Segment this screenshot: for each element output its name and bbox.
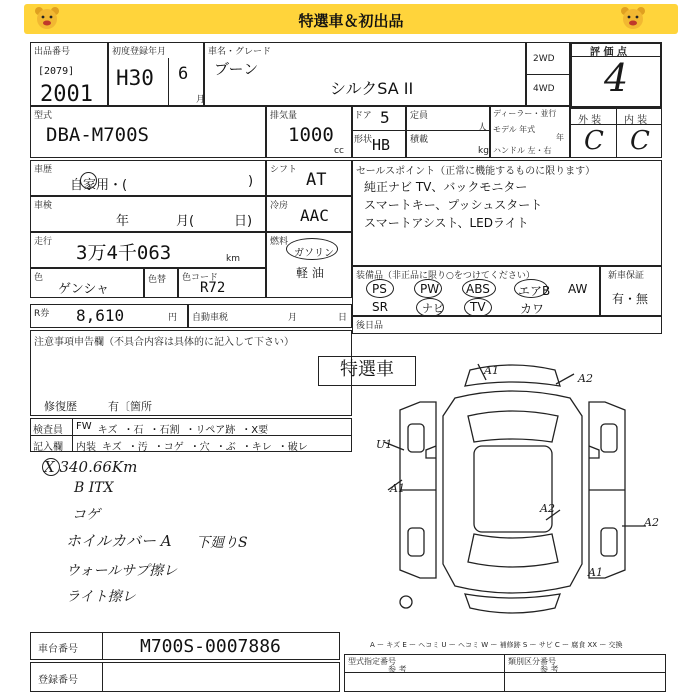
equip-pw: PW xyxy=(420,282,440,296)
damage-mark-2: A2 xyxy=(578,372,593,385)
usage-box xyxy=(30,160,266,196)
fuel-gasoline: ガソリン xyxy=(294,248,334,259)
mileage: 3万4千063 xyxy=(76,242,172,264)
shift: AT xyxy=(306,170,327,190)
interior-stain: ・ぶ xyxy=(215,442,236,453)
inspector-replace: ・X要 xyxy=(241,425,269,436)
load-label: 積載 xyxy=(410,135,429,145)
damage-mark-1: A1 xyxy=(484,364,499,377)
interior-hole: ・穴 xyxy=(189,442,210,453)
damage-mark-6: A1 xyxy=(588,566,603,579)
ac: AAC xyxy=(300,206,329,225)
equip-sr: SR xyxy=(372,300,388,314)
fuel-circle xyxy=(286,238,338,260)
chassis-number: M700S-0007886 xyxy=(140,636,281,657)
interior-row xyxy=(76,438,308,453)
note-underbody: 下廻りS xyxy=(196,535,248,551)
inspection-box xyxy=(30,196,266,232)
entry-label: 記入欄 xyxy=(33,442,63,453)
equip-abs: ABS xyxy=(466,282,490,296)
exterior-grade: C xyxy=(584,126,604,156)
equip-aw: AW xyxy=(568,282,588,296)
circle-pw xyxy=(414,279,442,298)
mileage-label: 走行 xyxy=(34,237,53,247)
damage-legend: A ー キズ E ー ヘコミ U ー ヘコミ W ー 補修跡 S ー サビ C ー 腐食 XX ー 交換 xyxy=(370,641,623,649)
inspector-fw: FW xyxy=(76,421,92,432)
model-code-label: 型式 xyxy=(34,111,53,121)
later-items-label: 後日品 xyxy=(356,321,384,331)
score-value: 4 xyxy=(604,56,629,100)
inspection-day: 日) xyxy=(234,214,253,229)
bear-mascot-icon-right xyxy=(620,6,646,30)
fuel-diesel: 軽 油 xyxy=(296,266,324,280)
damage-mark-5: A2 xyxy=(540,502,555,515)
tax-label: 自動車税 xyxy=(192,313,229,323)
lot-sub-number: [2079] xyxy=(38,66,75,77)
inspector-label: 検査員 xyxy=(33,425,63,436)
inspection-label: 車検 xyxy=(34,201,53,211)
lot-number: 2001 xyxy=(40,82,93,107)
damage-mark-4: A1 xyxy=(390,482,405,495)
displacement-unit: cc xyxy=(334,146,344,156)
color-label: 色 xyxy=(34,273,44,283)
capacity-label: 定員 xyxy=(410,111,429,121)
note-5: ウォールサプ擦レ xyxy=(66,563,178,579)
interior-scratch: キズ xyxy=(102,442,122,453)
repair-value: 有〔箇所 xyxy=(108,400,152,413)
sales-line-2: スマートキー、プッシュスタート xyxy=(364,198,543,212)
year-unit: 年 xyxy=(556,133,564,142)
exterior-label: 外 装 xyxy=(578,115,602,126)
shift-label: シフト xyxy=(270,165,298,175)
lot-number-label: 出品番号 xyxy=(34,47,71,57)
capacity-unit: 人 xyxy=(478,123,488,133)
ac-label: 冷房 xyxy=(270,201,289,211)
registration-month: 6 xyxy=(178,64,189,84)
inspection-year: 年 xyxy=(116,214,130,229)
first-registration-label: 初度登録年月 xyxy=(112,47,167,57)
usage-label: 車歴 xyxy=(34,165,53,175)
registration-label: 登録番号 xyxy=(38,675,78,686)
drive-2wd: 2WD xyxy=(533,54,555,64)
sales-line-3: スマートアシスト、LEDライト xyxy=(364,216,529,230)
tax-day: 日 xyxy=(338,313,348,323)
tax-month: 月 xyxy=(288,313,298,323)
equip-navi: ナビ xyxy=(422,302,444,315)
recycle-label: R券 xyxy=(34,309,50,319)
fuel-label: 燃料 xyxy=(270,237,289,247)
note-1: X 340.66Km xyxy=(44,458,138,476)
note-circle xyxy=(42,458,60,476)
displacement: 1000 xyxy=(288,124,334,146)
notes-label: 注意事項申告欄（不具合内容は具体的に記入して下さい） xyxy=(34,337,294,348)
sales-point-label: セールスポイント（正常に機能するものに限ります） xyxy=(356,166,596,177)
class-sub: 参 考 xyxy=(540,665,559,674)
equip-airbag: エアB xyxy=(518,284,551,298)
note-3: コゲ xyxy=(72,507,100,523)
circle-navi xyxy=(416,298,444,317)
body-type: HB xyxy=(372,136,391,154)
interior-label-cell: 内装 xyxy=(76,442,96,453)
model-year-label: モデル 年式 xyxy=(493,125,536,134)
interior-grade: C xyxy=(630,126,650,156)
interior-label: 内 装 xyxy=(624,115,648,126)
circle-ps xyxy=(366,279,394,298)
model-code: DBA-M700S xyxy=(46,124,149,146)
color-swap-label: 色替 xyxy=(148,275,167,285)
note-2: B ITX xyxy=(74,480,114,496)
doors: 5 xyxy=(380,108,390,127)
handle-label: ハンドル 左・右 xyxy=(493,146,552,155)
car-diagram xyxy=(360,350,665,630)
title-banner xyxy=(24,4,678,34)
later-items-box xyxy=(352,316,662,334)
interior-tear: ・破レ xyxy=(277,442,308,453)
interior-dirt: ・汚 xyxy=(127,442,148,453)
inspector-chip-crack: ・石割 xyxy=(149,425,180,436)
usage: 自家用・( xyxy=(70,178,128,193)
month-unit: 月 xyxy=(196,95,206,105)
circle-tv xyxy=(464,298,492,317)
inspector-row xyxy=(76,421,268,436)
sales-line-1: 純正ナビ TV、バックモニター xyxy=(364,180,528,194)
bear-mascot-icon xyxy=(34,6,60,30)
inspection-month: 月( xyxy=(176,214,195,229)
warranty-label: 新車保証 xyxy=(608,271,645,281)
model-name: ブーン xyxy=(214,60,259,78)
color-code: R72 xyxy=(200,280,226,296)
doors-label: ドア xyxy=(354,111,372,121)
cert-sub: 参 考 xyxy=(388,665,407,674)
repair-label: 修復歴 xyxy=(44,400,77,413)
special-stamp: 特選車 xyxy=(318,356,416,386)
equip-ps: PS xyxy=(372,282,387,296)
color-code-label: 色コード xyxy=(182,273,219,283)
usage-close: ) xyxy=(248,174,254,189)
model-name-label: 車名・グレード xyxy=(208,47,272,57)
inspector-repair: ・リペア跡 xyxy=(185,425,236,436)
damage-mark-7: A2 xyxy=(644,516,659,529)
recycle-amount: 8,610 xyxy=(76,306,125,325)
registration-year: H30 xyxy=(116,66,154,90)
interior-cut: ・キレ xyxy=(241,442,272,453)
equip-leather: カワ xyxy=(520,302,545,316)
mileage-unit: km xyxy=(226,254,240,264)
note-6: ライト擦レ xyxy=(66,589,136,605)
circle-airbag xyxy=(514,279,551,298)
equipment-label: 装備品（非正品に限り○をつけてください） xyxy=(356,271,535,281)
inspector-chip: ・石 xyxy=(123,425,144,436)
body-label: 形状 xyxy=(354,135,373,145)
usage-circle xyxy=(80,172,97,189)
grade: シルクSA II xyxy=(330,79,414,98)
chassis-label: 車台番号 xyxy=(38,644,78,655)
recycle-unit: 円 xyxy=(168,313,178,323)
inspector-scratch: キズ xyxy=(97,425,118,436)
equip-tv: TV xyxy=(470,300,486,314)
load-unit: kg xyxy=(478,146,489,156)
banner-title: 特選車＆初出品 xyxy=(298,12,404,30)
warranty-value: 有・無 xyxy=(612,292,649,306)
class-label: 類別区分番号 xyxy=(508,657,556,666)
dealer-label: ディーラー・並行 xyxy=(493,109,557,118)
cert-label: 型式指定番号 xyxy=(348,657,396,666)
damage-mark-3: U1 xyxy=(376,438,393,451)
circle-abs xyxy=(462,279,496,298)
interior-burn: ・コゲ xyxy=(153,442,184,453)
color: ゲンシャ xyxy=(58,282,110,297)
drive-4wd: 4WD xyxy=(533,84,555,94)
displacement-label: 排気量 xyxy=(270,111,298,121)
note-4: ホイルカバー A xyxy=(66,532,172,550)
score-label: 評 価 点 xyxy=(590,47,627,58)
